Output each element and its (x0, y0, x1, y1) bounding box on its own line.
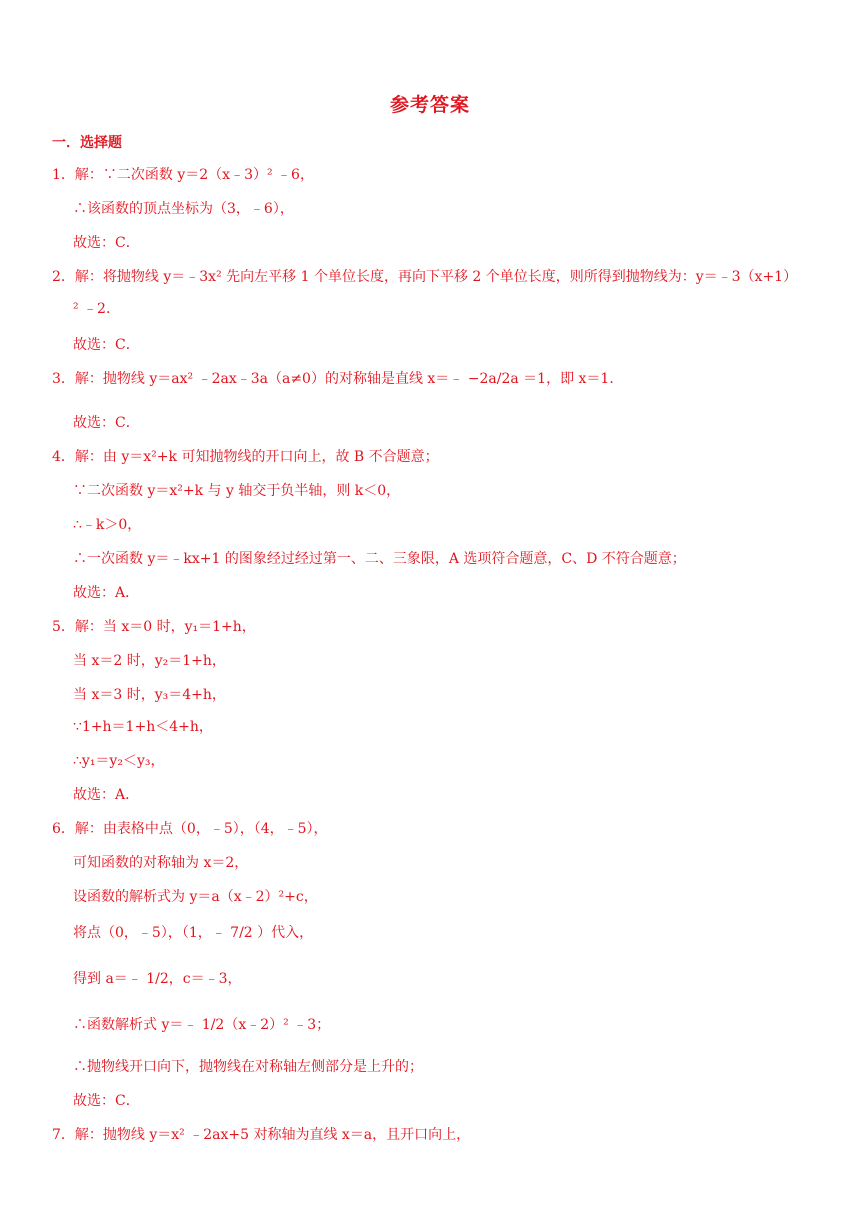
answer-line: 故选：C． (73, 235, 140, 251)
answer-line: 故选：C． (73, 415, 140, 431)
answer-line: ∴一次函数 y＝﹣kx+1 的图象经过经过第一、二、三象限，A 选项符合题意，C、D 不符合题意； (73, 551, 686, 567)
answer-line: 4．解：由 y＝x²+k 可知抛物线的开口向上，故 B 不合题意； (52, 449, 439, 465)
answer-line: 5．解：当 x＝0 时，y₁＝1+h， (52, 619, 256, 635)
answer-line: 1．解：∵二次函数 y＝2（x﹣3）² ﹣6， (52, 167, 314, 183)
answer-line: 当 x＝2 时，y₂＝1+h， (73, 653, 226, 669)
answer-line: ² ﹣2． (73, 301, 120, 317)
answer-line: 故选：C． (73, 1093, 140, 1109)
answer-line: 设函数的解析式为 y＝a（x﹣2）²+c， (73, 889, 318, 905)
answer-line: 得到 a＝﹣ 1/2，c＝﹣3， (73, 971, 242, 987)
answer-line: 故选：A． (73, 585, 140, 601)
answer-line: 6．解：由表格中点（0，﹣5），（4，﹣5）， (52, 821, 328, 837)
answer-line: ∵二次函数 y＝x²+k 与 y 轴交于负半轴，则 k＜0， (73, 483, 401, 499)
answer-line: ∴函数解析式 y＝﹣ 1/2（x﹣2）² ﹣3； (73, 1017, 331, 1033)
answer-line: ∴y₁＝y₂＜y₃， (73, 753, 165, 769)
answer-line: 7．解：抛物线 y＝x² ﹣2ax+5 对称轴为直线 x＝a，且开口向上， (52, 1127, 471, 1143)
answer-line: 故选：A． (73, 787, 140, 803)
answer-line: 2．解：将抛物线 y＝﹣3x² 先向左平移 1 个单位长度，再向下平移 2 个单位长度，则所得到抛物线为：y＝﹣3（x+1） (52, 269, 798, 285)
answer-line: 故选：C． (73, 337, 140, 353)
answer-line: 3．解：抛物线 y＝ax² ﹣2ax﹣3a（a≠0）的对称轴是直线 x＝﹣ −2a/2a ＝1，即 x＝1． (52, 371, 624, 387)
answer-line: ∴该函数的顶点坐标为（3，﹣6）， (73, 201, 294, 217)
section-heading: 一．选择题 (52, 135, 122, 151)
answer-line: 当 x＝3 时，y₃＝4+h， (73, 687, 226, 703)
answer-line: 可知函数的对称轴为 x＝2， (73, 855, 249, 871)
answer-line: ∴抛物线开口向下，抛物线在对称轴左侧部分是上升的； (73, 1059, 423, 1075)
answer-line: ∵1+h＝1+h＜4+h， (73, 719, 213, 735)
page-title: 参考答案 (389, 94, 470, 116)
answer-line: ∴﹣k＞0， (73, 517, 142, 533)
answer-line: 将点（0，﹣5），（1，﹣ 7/2 ）代入， (73, 925, 314, 941)
